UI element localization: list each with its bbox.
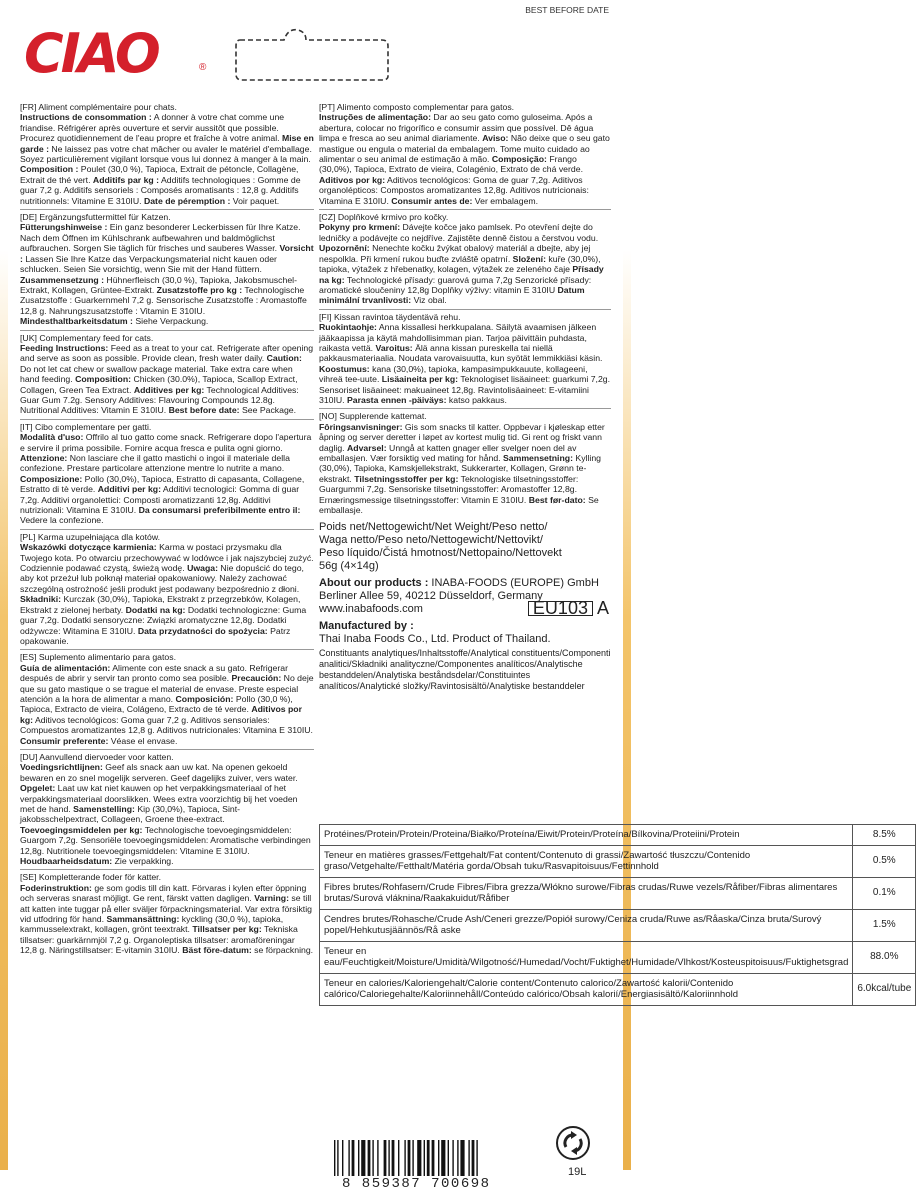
right-decorative-stripe bbox=[623, 250, 631, 1170]
field-heading: Sammansättning: bbox=[106, 914, 180, 925]
language-section-du bbox=[20, 750, 314, 870]
field-text: kyckling (30,0 %), tapioka, kammusselextrakt, kollagen, grönt teextrakt. bbox=[20, 914, 284, 935]
field-heading: Zusammensetzung : bbox=[20, 274, 104, 285]
field-text: Hühnerfleisch (30,0 %), Tapioka, Jakobsmuschel-Extrakt, Kollagen, Grüntee-Extrakt. bbox=[20, 274, 297, 295]
field-heading: Feeding Instructions: bbox=[20, 342, 109, 353]
field-text: Nie dopuścić do tego, aby kot przeżuł lub połknął materiał opakowaniowy. Należy zachować szczególną ostrożność jeśli produkt jest podawany bezpośrednio z dłoni. bbox=[20, 563, 304, 594]
manufacturer-name: Thai Inaba Foods Co., Ltd. Product of Thailand. bbox=[319, 633, 551, 646]
section-intro: Cibo complementare per gatti. bbox=[32, 421, 152, 432]
field-heading: Upozornění: bbox=[319, 243, 370, 254]
analytics-row bbox=[320, 825, 916, 846]
analytics-label: Teneur en calories/Kaloriengehalt/Calorie content/Contenuto calorico/Zawartość kalorii/Contenido calórico/Caloriegehalte/Kaloriinnehåll/Conteúdo calórico/Obsah kalorií/Energiasisältö/Kaloriinnhold bbox=[320, 973, 853, 1005]
field-heading: Advarsel: bbox=[347, 442, 387, 453]
field-text: Pollo (30,0 %), Tapioca, Extracto de vieira, Colágeno, Extracto de té verde. bbox=[20, 693, 293, 715]
language-section-pt bbox=[319, 100, 611, 210]
field-text: Kurczak (30,0%), Tapioka, Ekstrakt z przegrzebków, Kolagen, Ekstrakt z zielonej herbaty. bbox=[20, 594, 301, 615]
barcode-number: 8 859387 700698 bbox=[342, 1176, 491, 1192]
barcode-bar bbox=[352, 1140, 355, 1176]
about-label: About our products : bbox=[319, 577, 429, 590]
field-text: Offrilo al tuo gatto come snack. Refrigerare dopo l'apertura e servire il prima possibile. Fornire acqua fresca e pulita ogni giorno. bbox=[20, 432, 312, 453]
analytics-value: 1.5% bbox=[853, 909, 916, 941]
field-text: Technologické přísady: guarová guma 7,2g Senzorické přísady: aromatické sloučeniny 12,8g Doplňky výživy: vitamin E 310IU bbox=[319, 274, 592, 295]
field-heading: Da consumarsi preferibilmente entro il: bbox=[138, 505, 301, 516]
section-intro: Kompletterande foder för katter. bbox=[36, 872, 162, 883]
field-heading: Composition: bbox=[75, 374, 132, 385]
field-heading: Houdbaarheidsdatum: bbox=[20, 856, 113, 867]
field-heading: Tilsetningsstoffer per kg: bbox=[354, 473, 459, 484]
field-heading: Aditivos por kg: bbox=[20, 704, 302, 725]
company-name: INABA-FOODS (EUROPE) GmbH bbox=[428, 577, 599, 590]
field-heading: Additives per kg: bbox=[133, 384, 205, 395]
analytics-value: 8.5% bbox=[853, 825, 916, 846]
language-code: [NO] bbox=[319, 411, 337, 422]
section-intro: Kissan ravintoa täydentävä rehu. bbox=[331, 311, 461, 322]
field-heading: Toevoegingsmiddelen per kg: bbox=[20, 824, 143, 835]
barcode-bar bbox=[417, 1140, 421, 1176]
barcode-bar bbox=[342, 1140, 343, 1176]
website-row bbox=[319, 598, 611, 619]
field-heading: Composição: bbox=[491, 154, 547, 165]
analytics-value: 0.1% bbox=[853, 877, 916, 909]
field-heading: Consumir preferente: bbox=[20, 735, 109, 746]
field-heading: Best before date: bbox=[168, 405, 240, 416]
field-heading: Wskazówki dotyczące karmienia: bbox=[20, 542, 157, 553]
net-weight-line-2: Waga netto/Peso neto/Nettogewicht/Nettovikt/ bbox=[319, 534, 543, 547]
field-text: Poulet (30,0 %), Tapioca, Extrait de pétoncle, Collagène, Extrait de thé vert. bbox=[20, 164, 299, 185]
barcode-bar bbox=[372, 1140, 373, 1176]
field-text: kuře (30,0%), tapioka, výtažek z hřebenatky, kolagen, výtažek ze zeleného čaje bbox=[319, 253, 601, 275]
barcode-bar bbox=[412, 1140, 413, 1176]
barcode-bar bbox=[368, 1140, 371, 1176]
field-heading: Bäst före-datum: bbox=[182, 945, 252, 956]
barcode-bar bbox=[358, 1140, 359, 1176]
field-text: Technological Additives: Guar Gum 7.2g. Sensory Additives: Flavouring Compounds 12.8g. Nutritional Additives: Vitamin E 310IU. bbox=[20, 384, 299, 416]
field-text: Voir paquet. bbox=[230, 195, 280, 206]
analytics-row bbox=[320, 973, 916, 1005]
analytics-row bbox=[320, 909, 916, 941]
barcode-bar bbox=[348, 1140, 349, 1176]
eu-approval-mark bbox=[528, 598, 609, 619]
barcode-bar bbox=[452, 1140, 453, 1176]
field-text: Véase el envase. bbox=[108, 735, 178, 746]
language-code: [FI] bbox=[319, 311, 332, 322]
analytics-value: 0.5% bbox=[853, 845, 916, 877]
field-text: Feed as a treat to your cat. Refrigerate after opening and serve as soon as possible. Provide clean, fresh water daily. bbox=[20, 342, 314, 364]
label-header bbox=[0, 0, 631, 98]
field-heading: Voedingsrichtlijnen: bbox=[20, 762, 103, 773]
field-heading: Parasta ennen -päiväys: bbox=[347, 394, 447, 405]
language-section-pl bbox=[20, 530, 314, 650]
field-text: Aditivos tecnológicos: Goma de guar 7,2g. Aditivos organolépticos: Compostos aromatizantes 12,8g. Aditivos nutricionais: Vitamina E 310IU. bbox=[319, 174, 589, 206]
barcode-bar bbox=[408, 1140, 411, 1176]
language-section-fr bbox=[20, 100, 314, 210]
recycle-icon bbox=[555, 1125, 591, 1161]
language-code: [CZ] bbox=[319, 212, 336, 223]
field-text: No deje que su gato mastique o se trague el material de envase. Preste especial atención a la hora de alimentar a mano. bbox=[20, 673, 314, 704]
field-heading: Modalità d'uso: bbox=[20, 432, 84, 443]
barcode-bar bbox=[468, 1140, 469, 1176]
company-website: www.inabafoods.com bbox=[319, 603, 423, 616]
language-code: [FR] bbox=[20, 102, 37, 112]
field-text: Patrz opakowanie. bbox=[20, 625, 291, 646]
analytics-header: Constituants analytiques/Inhaltsstoffe/Analytical constituents/Componenti analitici/Składniki analityczne/Componentes analíticos/Analytische bestanddelen/Analytiska beståndsdelar/Constituintes analíticos/Analytické složky/Ravintosisältö/Analytiske bestanddeler bbox=[319, 648, 611, 692]
field-heading: Uwaga: bbox=[187, 563, 218, 574]
field-text: Unngå at katten gnager eller svelger noen del av emballasjen. Vær forsiktig ved mating for hånd. bbox=[319, 442, 577, 463]
field-heading: Pokyny pro krmení: bbox=[319, 222, 401, 233]
field-heading: Best før-dato: bbox=[528, 494, 586, 505]
field-text: Gis som snacks til katter. Oppbevar i kjøleskap etter åpning og server deretter i løpet av kortest mulig tid. Gi rent og friskt vann daglig. bbox=[319, 421, 605, 453]
net-weight-value: 56g (4×14g) bbox=[319, 560, 379, 573]
company-address: Berliner Allee 59, 40212 Düsseldorf, Germany bbox=[319, 590, 543, 603]
field-text: Siehe Verpackung. bbox=[132, 316, 209, 327]
field-heading: Fütterungshinweise : bbox=[20, 222, 108, 233]
field-heading: Composition : bbox=[20, 164, 79, 175]
field-heading: Datum minimální trvanlivosti: bbox=[319, 284, 585, 306]
barcode-bar bbox=[460, 1140, 464, 1176]
field-text: Teknologiske tilsetningsstoffer: Guargummi 7,2g. Sensoriske tilsetningsstoffer: Aromastoffer 12,8g. Ernæringsmessige tilsetningsstoffer: Vitamin E 310IU. bbox=[319, 473, 579, 505]
field-text: Dodatki technologiczne: Guma guar 7,2g. Dodatki sensoryczne: Związki aromatyczne 12,8g. Dodatki odżywcze: Witamina E 310IU. bbox=[20, 604, 307, 636]
field-heading: Precaución: bbox=[231, 673, 282, 684]
field-heading: Instruções de alimentação: bbox=[319, 112, 432, 123]
barcode-bar bbox=[404, 1140, 405, 1176]
barcode-bar bbox=[392, 1140, 395, 1176]
language-section-it bbox=[20, 420, 314, 530]
right-language-sections bbox=[319, 100, 611, 518]
field-heading: Mise en garde : bbox=[20, 133, 314, 154]
analytics-value: 6.0kcal/tube bbox=[853, 973, 916, 1005]
field-text: Geef als snack aan uw kat. Na openen gekoeld bewaren en zo snel mogelijk serveren. Geef dagelijks zuiver, vers water. bbox=[20, 762, 298, 783]
language-section-uk bbox=[20, 331, 314, 420]
language-section-no bbox=[319, 409, 611, 518]
analytics-row bbox=[320, 941, 916, 973]
field-heading: Sammensetning: bbox=[502, 453, 573, 463]
field-text: Technologische toevoegingsmiddelen: Guargom 7,2g. Sensoriële toevoegingsmiddelen: Aromatische verbindingen 12,8g. Nutritionele toevoegingsmiddelen: Vitamine E 310IU. bbox=[20, 824, 311, 856]
language-section-fi bbox=[319, 310, 611, 410]
barcode-bar bbox=[476, 1140, 477, 1176]
barcode-bar bbox=[441, 1140, 445, 1176]
field-heading: Opgelet: bbox=[20, 783, 56, 794]
about-heading-row bbox=[319, 577, 611, 590]
field-heading: Ruokintaohje: bbox=[319, 322, 377, 333]
field-heading: Zusatzstoffe pro kg : bbox=[156, 284, 243, 295]
field-heading: Vorsicht : bbox=[20, 243, 314, 264]
analytics-label: Teneur en matières grasses/Fettgehalt/Fat content/Contenuto di grassi/Zawartość tłuszczu/Contenido graso/Vetgehalte/Fetthalt/Matéria gorda/Obsah tuku/Rasvapitoisuus/Fettinnhold bbox=[320, 845, 853, 877]
field-heading: Consumir antes de: bbox=[391, 195, 473, 206]
brand-logo: CIAO bbox=[24, 22, 158, 85]
eu-suffix: A bbox=[596, 598, 609, 619]
language-code: [PT] bbox=[319, 102, 335, 112]
language-code: [IT] bbox=[20, 421, 33, 432]
field-text: Zie verpakking. bbox=[112, 856, 174, 867]
section-intro: Alimento composto complementar para gatos. bbox=[334, 102, 515, 112]
manufacturer-block bbox=[319, 620, 611, 646]
section-intro: Supplerende kattemat. bbox=[336, 411, 427, 422]
field-text: Chicken (30.0%), Tapioca, Scallop Extract, Collagen, Green Tea Extract. bbox=[20, 374, 298, 395]
section-intro: Aanvullend diervoeder voor katten. bbox=[37, 751, 174, 762]
best-before-label: BEST BEFORE DATE bbox=[525, 5, 609, 15]
section-intro: Doplňkové krmivo pro kočky. bbox=[335, 212, 449, 223]
right-text-column bbox=[319, 100, 611, 692]
about-block bbox=[319, 577, 611, 619]
field-heading: Foderinstruktion: bbox=[20, 882, 92, 893]
field-heading: Mindesthaltbarkeitsdatum : bbox=[20, 316, 133, 327]
lot-code: 19L bbox=[568, 1166, 587, 1178]
field-text: se till att katten inte tuggar på eller sväljer förpackningsmaterial. Var extra försiktig vid utfodring för hand. bbox=[20, 893, 312, 925]
analytics-table bbox=[319, 824, 916, 1006]
manufacturer-label: Manufactured by : bbox=[319, 620, 414, 633]
field-text: Älä anna kissan pureskella tai niellä pakkausmateriaalia. Noudata varovaisuutta, kun syötät lemmikkiäsi käsin. bbox=[319, 342, 603, 364]
field-text: Tekniska tillsatser: guarkärnmjöl 7,2 g. Organoleptiska tillsatser: aromaföreningar 12,8 g. Näringstillsatser: E-vitamin 310IU. bbox=[20, 924, 298, 956]
barcode-bar bbox=[424, 1140, 425, 1176]
field-text: Lassen Sie Ihre Katze das Verpackungsmaterial nicht kauen oder schlucken. Seien Sie vorsichtig, wenn Sie mit der Hand füttern. bbox=[20, 253, 277, 275]
language-section-cz bbox=[319, 210, 611, 310]
field-text: Ne laissez pas votre chat mâcher ou avaler le matériel d'emballage. Soyez particulièrement vigilant lorsque vous lui donnez à manger à la main. bbox=[20, 143, 312, 165]
language-section-es bbox=[20, 650, 314, 750]
barcode-bar bbox=[448, 1140, 449, 1176]
field-heading: Composizione: bbox=[20, 473, 83, 484]
barcode-bar bbox=[361, 1140, 365, 1176]
field-text: Vedere la confezione. bbox=[20, 515, 104, 526]
field-heading: Složení: bbox=[512, 253, 546, 264]
field-text: katso pakkaus. bbox=[446, 394, 507, 405]
field-text: Frango (30,0%), Tapioca, Extrato de vieira, Colagénio, Extrato de chá verde. bbox=[319, 154, 583, 175]
barcode-bar bbox=[438, 1140, 439, 1176]
analytics-label: Fibres brutes/Rohfasern/Crude Fibres/Fibra grezza/Włókno surowe/Fibras crudas/Ruwe vezels/Råfiber/Fibras alimentares brutas/Surová vláknina/Raakakuidut/Råfiber bbox=[320, 877, 853, 909]
field-heading: Składniki: bbox=[20, 594, 62, 605]
field-text: A donner à votre chat comme une friandise. Réfrigérer après ouverture et servir aussitôt que possible. Procurez quotidiennement de l'eau propre et fraîche à votre animal. bbox=[20, 112, 285, 144]
field-text: ge som godis till din katt. Förvaras i kylen efter öppning och serveras snarast möjligt. Ge rent, färskt vatten dagligen. bbox=[20, 882, 307, 904]
field-text: Kylling (30,0%), Tapioka, Kamskjellekstrakt, Sukkerarter, Kollagen, Grønn te-ekstrakt. bbox=[319, 453, 601, 484]
net-weight-line-3: Peso líquido/Čistá hmotnost/Nettopaino/Nettovekt bbox=[319, 547, 562, 560]
language-code: [ES] bbox=[20, 652, 37, 663]
field-heading: Koostumus: bbox=[319, 363, 370, 374]
field-text: Dar ao seu gato como guloseima. Após a abertura, colocar no frigorífico e consumir assim que possível. Dê água limpa e fresca ao seu animal diariamente. bbox=[319, 112, 594, 144]
analytics-label: Cendres brutes/Rohasche/Crude Ash/Ceneri grezze/Popiół surowy/Ceniza cruda/Ruwe as/Råaska/Cinza bruta/Surový popel/Hehkutusjäännös/Rå aske bbox=[320, 909, 853, 941]
field-text: se förpackning. bbox=[251, 945, 314, 956]
section-intro: Karma uzupełniająca dla kotów. bbox=[35, 531, 161, 542]
field-heading: Additifs par kg : bbox=[92, 174, 160, 185]
field-text: Karma w postaci przysmaku dla Twojego kota. Po otwarciu przechowywać w lodówce i jak najszybciej zużyć. Codziennie podawać czystą, świeżą wodę. bbox=[20, 542, 314, 574]
field-text: Do not let cat chew or swallow package material. Take extra care when hand feeding. bbox=[20, 363, 293, 385]
field-heading: Date de péremption : bbox=[143, 195, 231, 206]
field-heading: Aviso: bbox=[482, 133, 509, 144]
field-text: Anna kissallesi herkkupalana. Säilytä avaamisen jälkeen jääkaapissa ja käytä mahdollisimman pian. Tarjoa päivittäin puhdasta, raikasta vettä. bbox=[319, 322, 597, 353]
analytics-row bbox=[320, 877, 916, 909]
language-code: [DE] bbox=[20, 212, 37, 223]
field-text: Additifs technologiques : Gomme de guar 7,2 g. Additifs sensoriels : Composés aromatisants : 12,8 g. Additifs nutritionnels: Vitamine E 310IU. bbox=[20, 174, 301, 206]
field-heading: Varning: bbox=[254, 893, 289, 904]
field-text: Nenechte kočku žvýkat obalový materiál a dbejte, aby jej nespolkla. Při krmení rukou buďte zvláště opatrní. bbox=[319, 243, 591, 264]
barcode-bar bbox=[388, 1140, 389, 1176]
barcode-bar bbox=[472, 1140, 475, 1176]
language-code: [DU] bbox=[20, 751, 38, 762]
analytics-label: Protéines/Protein/Protein/Proteina/Białko/Proteína/Eiwit/Protein/Proteína/Bílkovina/Proteiini/Protein bbox=[320, 825, 853, 846]
analytics-label: Teneur en eau/Feuchtigkeit/Moisture/Umidità/Wilgotność/Humedad/Vocht/Fuktighet/Humidade/Vlhkost/Kosteuspitoisuus/Fuktighetsgrad bbox=[320, 941, 853, 973]
field-text: Aditivos tecnológicos: Goma guar 7,2 g. Aditivos sensoriales: Compuestos aromatizantes 12,8 g. Aditivos nutricionales: Vitamina E 310IU. bbox=[20, 714, 313, 736]
barcode-bar bbox=[427, 1140, 430, 1176]
field-text: kana (30,0%), tapioka, kampasimpukkauute, kollageeni, vihreä tee-uute. bbox=[319, 363, 588, 385]
net-weight-block bbox=[319, 521, 611, 573]
field-text: See Package. bbox=[239, 405, 297, 416]
field-text: Additivi tecnologici: Gomma di guar 7,2g. Additivi organolettici: Composti aromatizzanti 12,8g. Additivi nutrizionali: Vitamina E 310IU. bbox=[20, 484, 300, 516]
section-intro: Ergänzungsfuttermittel für Katzen. bbox=[36, 212, 171, 223]
eu-code: EU103 bbox=[528, 601, 593, 616]
section-intro: Complementary feed for cats. bbox=[36, 332, 154, 343]
section-intro: Suplemento alimentario para gatos. bbox=[36, 652, 176, 663]
section-intro: Aliment complémentaire pour chats. bbox=[36, 102, 177, 112]
net-weight-line-1: Poids net/Nettogewicht/Net Weight/Peso netto/ bbox=[319, 521, 548, 534]
language-section-de bbox=[20, 210, 314, 330]
field-text: Ein ganz besonderer Leckerbissen für Ihre Katze. Nach dem Öffnen im Kühlschrank aufbewahren und baldmöglichst aufbrauchen. Sorgen Sie täglich für frisches und sauberes Wasser. bbox=[20, 222, 301, 254]
field-heading: Fôringsanvisninger: bbox=[319, 421, 403, 432]
field-text: Teknologiset lisäaineet: guarkumi 7,2g. Sensoriset lisäaineet: makuaineet 12,8g. Ravintolisäaineet: E-vitamiini 310IU. bbox=[319, 374, 611, 405]
field-text: Dávejte kočce jako pamlsek. Po otevření dejte do ledničky a podávejte co nejdříve. Zajistěte denně čistou a čerstvou vodu. bbox=[319, 222, 599, 243]
left-decorative-stripe bbox=[0, 250, 8, 1170]
language-code: [SE] bbox=[20, 872, 37, 883]
field-text: Ver embalagem. bbox=[472, 195, 539, 206]
field-text: Não deixe que o seu gato mastigue ou engula o material da embalagem. Tome muito cuidado ao alimentar o seu animal de estimação à mão. bbox=[319, 133, 610, 165]
barcode-bar bbox=[457, 1140, 458, 1176]
field-text: Viz obal. bbox=[411, 295, 447, 306]
barcode-bar bbox=[337, 1140, 338, 1176]
field-text: Pollo (30,0%), Tapioca, Estratto di capasanta, Collagene, Estratto di tè verde. bbox=[20, 473, 305, 495]
field-heading: Tillsatser per kg: bbox=[192, 924, 262, 935]
field-heading: Attenzione: bbox=[20, 453, 68, 463]
field-heading: Aditivos por kg: bbox=[319, 174, 386, 185]
field-heading: Guía de alimentación: bbox=[20, 662, 111, 673]
barcode-bar bbox=[377, 1140, 378, 1176]
language-section-se bbox=[20, 870, 314, 958]
registered-mark: ® bbox=[199, 62, 207, 73]
field-heading: Přísady na kg: bbox=[319, 264, 604, 285]
field-heading: Additivi per kg: bbox=[97, 484, 161, 495]
field-text: Kip (30,0%), Tapioca, Sint-jakobsschelpextract, Collageen, Groene thee-extract. bbox=[20, 804, 241, 825]
barcode-bar bbox=[398, 1140, 399, 1176]
field-text: Laat uw kat niet kauwen op het verpakkingsmateriaal of het verpakkingsmateriaal doorslikken. Wees extra voorzichtig bij het voeden met de hand. bbox=[20, 783, 298, 814]
field-heading: Lisäaineita per kg: bbox=[381, 374, 459, 385]
field-heading: Data przydatności do spożycia: bbox=[137, 625, 268, 636]
analytics-value: 88.0% bbox=[853, 941, 916, 973]
field-text: Alimente con este snack a su gato. Refrigerar después de abrir y servir tan pronto como sea posible. bbox=[20, 662, 288, 684]
barcode-bar bbox=[432, 1140, 435, 1176]
field-heading: Composición: bbox=[175, 693, 234, 704]
field-text: Non lasciare che il gatto mastichi o ingoi il materiale della confezione. Prestare particolare attenzione mentre lo nutrite a mano. bbox=[20, 453, 290, 474]
field-text: Technologische Zusatzstoffe : Guarkernmehl 7,2 g. Sensorische Zusatzstoffe : Aromastoffe 12,8 g. Nahrungszusatzstoffe : Vitamin E 310IU. bbox=[20, 284, 307, 316]
field-heading: Instructions de consommation : bbox=[20, 112, 152, 123]
field-heading: Dodatki na kg: bbox=[125, 604, 186, 615]
analytics-row bbox=[320, 845, 916, 877]
left-text-column bbox=[20, 100, 314, 959]
field-text: Se emballasje. bbox=[319, 494, 599, 516]
language-code: [UK] bbox=[20, 332, 37, 343]
barcode-bar bbox=[334, 1140, 335, 1176]
date-stamp-area bbox=[232, 26, 392, 84]
barcode-bar bbox=[384, 1140, 387, 1176]
field-heading: Caution: bbox=[266, 353, 302, 364]
field-heading: Varoitus: bbox=[375, 342, 413, 353]
field-heading: Samenstelling: bbox=[73, 804, 135, 814]
language-code: [PL] bbox=[20, 531, 36, 542]
